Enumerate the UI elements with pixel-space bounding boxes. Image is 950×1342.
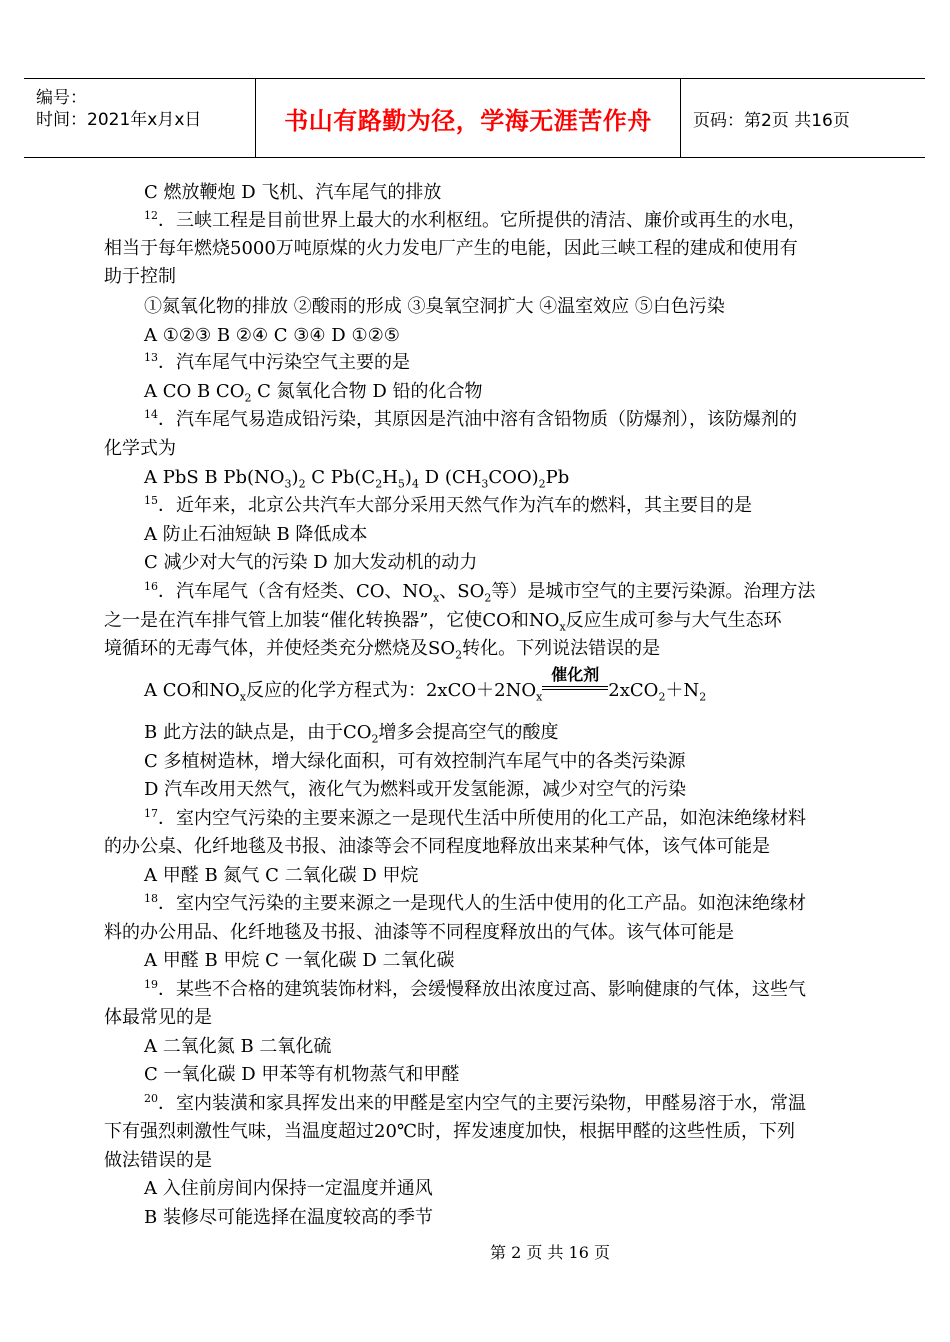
text-line: ．某些不合格的建筑装饰材料，会缓慢释放出浓度过高、影响健康的气体，这些气 xyxy=(158,979,806,1000)
option-d: D 汽车改用天然气，液化气为燃料或开发氢能源，减少对空气的污染 xyxy=(144,779,687,800)
options-line: A 二氧化氮 B 二氧化硫 xyxy=(144,1036,332,1057)
text-line: ①氮氧化物的排放 ②酸雨的形成 ③臭氧空洞扩大 ④温室效应 ⑤白色污染 xyxy=(144,296,725,317)
page-header xyxy=(24,78,925,158)
text-line: ．三峡工程是目前世界上最大的水利枢纽。它所提供的清洁、廉价或再生的水电， xyxy=(158,210,806,231)
text-line: ．室内空气污染的主要来源之一是现代人的生活中使用的化工产品。如泡沫绝缘材 xyxy=(158,893,806,914)
options-line: A PbS B $Pb(NO_3)_2$ C $Pb(C_2H_5)_4$ D $(CH_3COO)_2Pb$ xyxy=(144,467,570,491)
question-19 xyxy=(144,979,806,1001)
text-fragment: 境循环的无毒气体，并使烃类充分燃烧及SO xyxy=(104,638,456,659)
double-bar-icon xyxy=(542,686,608,690)
catalyst-arrow xyxy=(542,665,608,696)
question-16: $^{16}$．汽车尾气（含有烃类、CO、$NO_x$、$SO_2$等）是城市空气的主要污染源。治理方法 xyxy=(144,580,816,605)
page-footer: 第 2 页 共 16 页 xyxy=(490,1243,610,1262)
serial-label: 编号： xyxy=(36,88,87,108)
text-line: 做法错误的是 xyxy=(104,1150,212,1171)
question-17 xyxy=(144,808,806,830)
options-line: A ①②③ B ②④ C ③④ D ①②⑤ xyxy=(144,325,400,346)
options-line: A 甲醛 B 氮气 C 二氧化碳 D 甲烷 xyxy=(144,865,419,886)
option-a-equation: A CO和$NO_x$反应的化学方程式为：$2xCO+2NO_x$ 催化剂 $2xCO_2+N_2$ xyxy=(144,665,707,704)
text-line: ．汽车尾气易造成铅污染，其原因是汽油中溶有含铅物质（防爆剂），该防爆剂的 xyxy=(158,409,797,430)
question-18 xyxy=(144,893,806,915)
question-number: 15 xyxy=(144,494,158,507)
question-number: 13 xyxy=(144,351,158,364)
question-number: 19 xyxy=(144,978,158,991)
text-line: 境循环的无毒气体，并使烃类充分燃烧及$SO_2$转化。下列说法错误的是 xyxy=(104,638,661,662)
time-label: 时间：2021年x月x日 xyxy=(36,110,202,130)
header-page-cell xyxy=(681,79,925,157)
text-line: 料的办公用品、化纤地毯及书报、油漆等不同程度释放出的气体。该气体可能是 xyxy=(104,922,734,943)
option-b: B 此方法的缺点是，由于$CO_2$增多会提高空气的酸度 xyxy=(144,722,559,746)
options-line: C 减少对大气的污染 D 加大发动机的动力 xyxy=(144,552,478,573)
options-line xyxy=(144,381,483,403)
motto: 书山有路勤为径，学海无涯苦作舟 xyxy=(284,106,652,135)
option-c: C 多植树造林，增大绿化面积，可有效控制汽车尾气中的各类污染源 xyxy=(144,751,686,772)
question-15 xyxy=(144,495,752,517)
text-line: ．室内空气污染的主要来源之一是现代生活中所使用的化工产品，如泡沫绝缘材料 xyxy=(158,808,806,829)
text-line: ．近年来，北京公共汽车大部分采用天然气作为汽车的燃料，其主要目的是 xyxy=(158,495,752,516)
text-fragment: B 此方法的缺点是，由于CO xyxy=(144,722,372,743)
question-number: 18 xyxy=(144,892,158,905)
question-number: 12 xyxy=(144,209,158,222)
text-line: ．室内装潢和家具挥发出来的甲醛是室内空气的主要污染物，甲醛易溶于水，常温 xyxy=(158,1093,806,1114)
page-code: 页码：第2页 共16页 xyxy=(693,110,850,131)
option-b: B 装修尽可能选择在温度较高的季节 xyxy=(144,1207,433,1228)
question-number: 14 xyxy=(144,408,158,421)
question-13 xyxy=(144,352,410,374)
text-line: C 燃放鞭炮 D 飞机、汽车尾气的排放 xyxy=(144,182,442,203)
text-line: 之一是在汽车排气管上加装“催化转换器”，它使CO和$NO_x$反应生成可参与大气生态环 xyxy=(104,610,782,634)
text-line: 化学式为 xyxy=(104,438,176,459)
text-fragment: 增多会提高空气的酸度 xyxy=(378,722,559,743)
option-a: A 入住前房间内保持一定温度并通风 xyxy=(144,1178,433,1199)
option-text: A CO B CO xyxy=(144,381,245,402)
option-text: C 氮氧化合物 D 铅的化合物 xyxy=(251,381,483,402)
subscript: 2 xyxy=(244,391,252,405)
question-number: 17 xyxy=(144,807,158,820)
text-line: 助于控制 xyxy=(104,266,176,287)
options-line: C 一氧化碳 D 甲苯等有机物蒸气和甲醛 xyxy=(144,1064,460,1085)
question-20 xyxy=(144,1093,806,1115)
text-line: 下有强烈刺激性气味，当温度超过20℃时，挥发速度加快，根据甲醛的这些性质，下列 xyxy=(104,1121,796,1142)
text-fragment: 转化。下列说法错误的是 xyxy=(462,638,661,659)
question-12 xyxy=(144,210,806,232)
question-number: 20 xyxy=(144,1092,158,1105)
options-line: A 甲醛 B 甲烷 C 一氧化碳 D 二氧化碳 xyxy=(144,950,455,971)
header-motto-cell xyxy=(255,79,681,157)
question-14 xyxy=(144,409,797,431)
text-line: ．汽车尾气中污染空气主要的是 xyxy=(158,352,410,373)
text-line: 相当于每年燃烧5000万吨原煤的火力发电厂产生的电能，因此三峡工程的建成和使用有 xyxy=(104,238,798,259)
options-line: A 防止石油短缺 B 降低成本 xyxy=(144,524,368,545)
header-meta xyxy=(24,79,255,157)
text-line: 的办公桌、化纤地毯及书报、油漆等会不同程度地释放出来某种气体，该气体可能是 xyxy=(104,836,770,857)
catalyst-label: 催化剂 xyxy=(551,665,600,684)
question-number: 16 xyxy=(144,580,158,593)
text-line: 体最常见的是 xyxy=(104,1007,212,1028)
